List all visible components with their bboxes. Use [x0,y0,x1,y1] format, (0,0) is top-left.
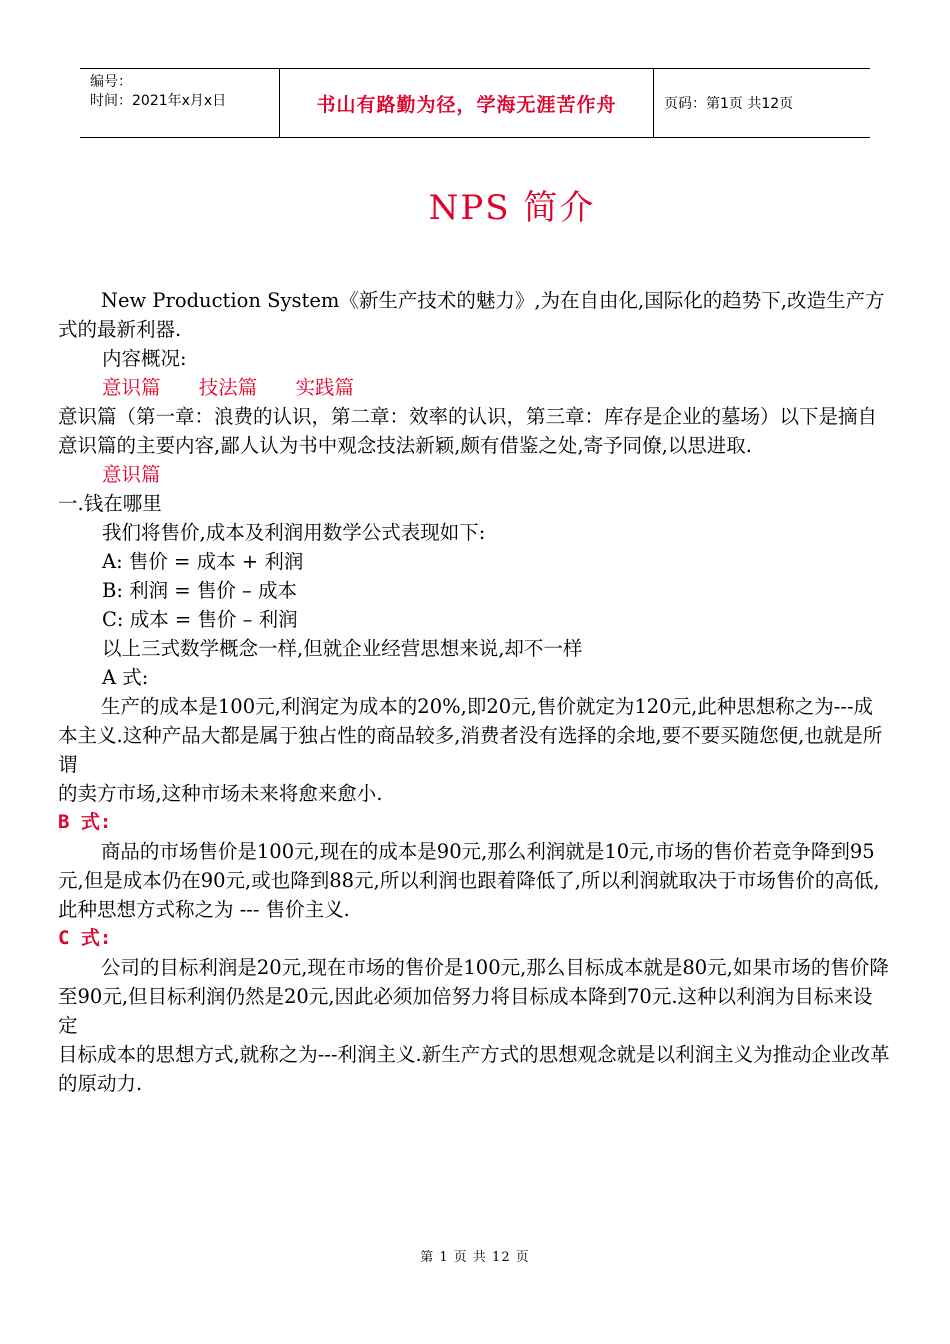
page-footer: 第 1 页 共 12 页 [420,1250,530,1265]
intro-paragraph: New Production System《新生产技术的魅力》,为在自由化,国际化的趋势下,改造生产方式的最新利器. [58,289,885,341]
c-label: C 式: [58,927,112,949]
number-label: 编号： [90,74,132,90]
header-page-info: 页码：第1页 共12页 [664,96,794,112]
b-label: B 式: [58,811,112,833]
b-text: 商品的市场售价是100元,现在的成本是90元,那么利润就是10元,市场的售价若竞争降到95元,但是成本仍在90元,或也降到88元,所以利润也跟着降低了,所以利润就取决于市场售价的高低,此种思想方式称之为 --- 售价主义. [58,840,880,921]
a-text: 生产的成本是100元,利润定为成本的20%,即20元,售价就定为120元,此种思想称之为---成本主义.这种产品大都是属于独占性的商品较多,消费者没有选择的余地,要不要买随您便,也就是所谓 [58,695,883,776]
heading-money: 一.钱在哪里 [58,492,162,515]
tab-techniques: 技法篇 [198,376,258,399]
overview-label: 内容概况: [102,347,187,370]
section-label: 意识篇 [102,463,161,486]
formula-b: B: 利润 = 售价 – 成本 [102,579,297,602]
formula-a: A: 售价 = 成本 + 利润 [102,550,304,573]
formula-intro: 我们将售价,成本及利润用数学公式表现如下: [102,521,486,544]
c-text-1: 公司的目标利润是20元,现在市场的售价是100元,那么目标成本就是80元,如果市场的售价降 [100,956,889,979]
page-header [80,68,870,138]
formula-note: 以上三式数学概念一样,但就企业经营思想来说,却不一样 [102,637,583,660]
document-title: NPS 简介 [428,188,596,228]
a-text-continued: 的卖方市场,这种市场未来将愈来愈小. [58,782,383,805]
tab-practice: 实践篇 [295,376,354,399]
a-label: A 式: [102,666,149,689]
c-text-3: 目标成本的思想方式,就称之为---利润主义.新生产方式的思想观念就是以利润主义为推动企业改革 [58,1043,890,1066]
c-text-4: 的原动力. [58,1072,143,1095]
date-label: 时间：2021年x月x日 [90,93,227,109]
formula-c: C: 成本 = 售价 – 利润 [102,608,298,631]
header-motto: 书山有路勤为径，学海无涯苦作舟 [280,69,654,137]
section-tabs [58,373,890,402]
header-meta [80,69,280,137]
document-body [58,286,890,1098]
c-text-2: 至90元,但目标利润仍然是20元,因此必须加倍努力将目标成本降到70元.这种以利润为目标来设定 [58,985,873,1037]
tab-awareness: 意识篇 [102,376,161,399]
awareness-description: 意识篇（第一章：浪费的认识，第二章：效率的认识，第三章：库存是企业的墓场）以下是摘自意识篇的主要内容,鄙人认为书中观念技法新颖,颇有借鉴之处,寄予同僚,以思进取. [58,405,878,457]
